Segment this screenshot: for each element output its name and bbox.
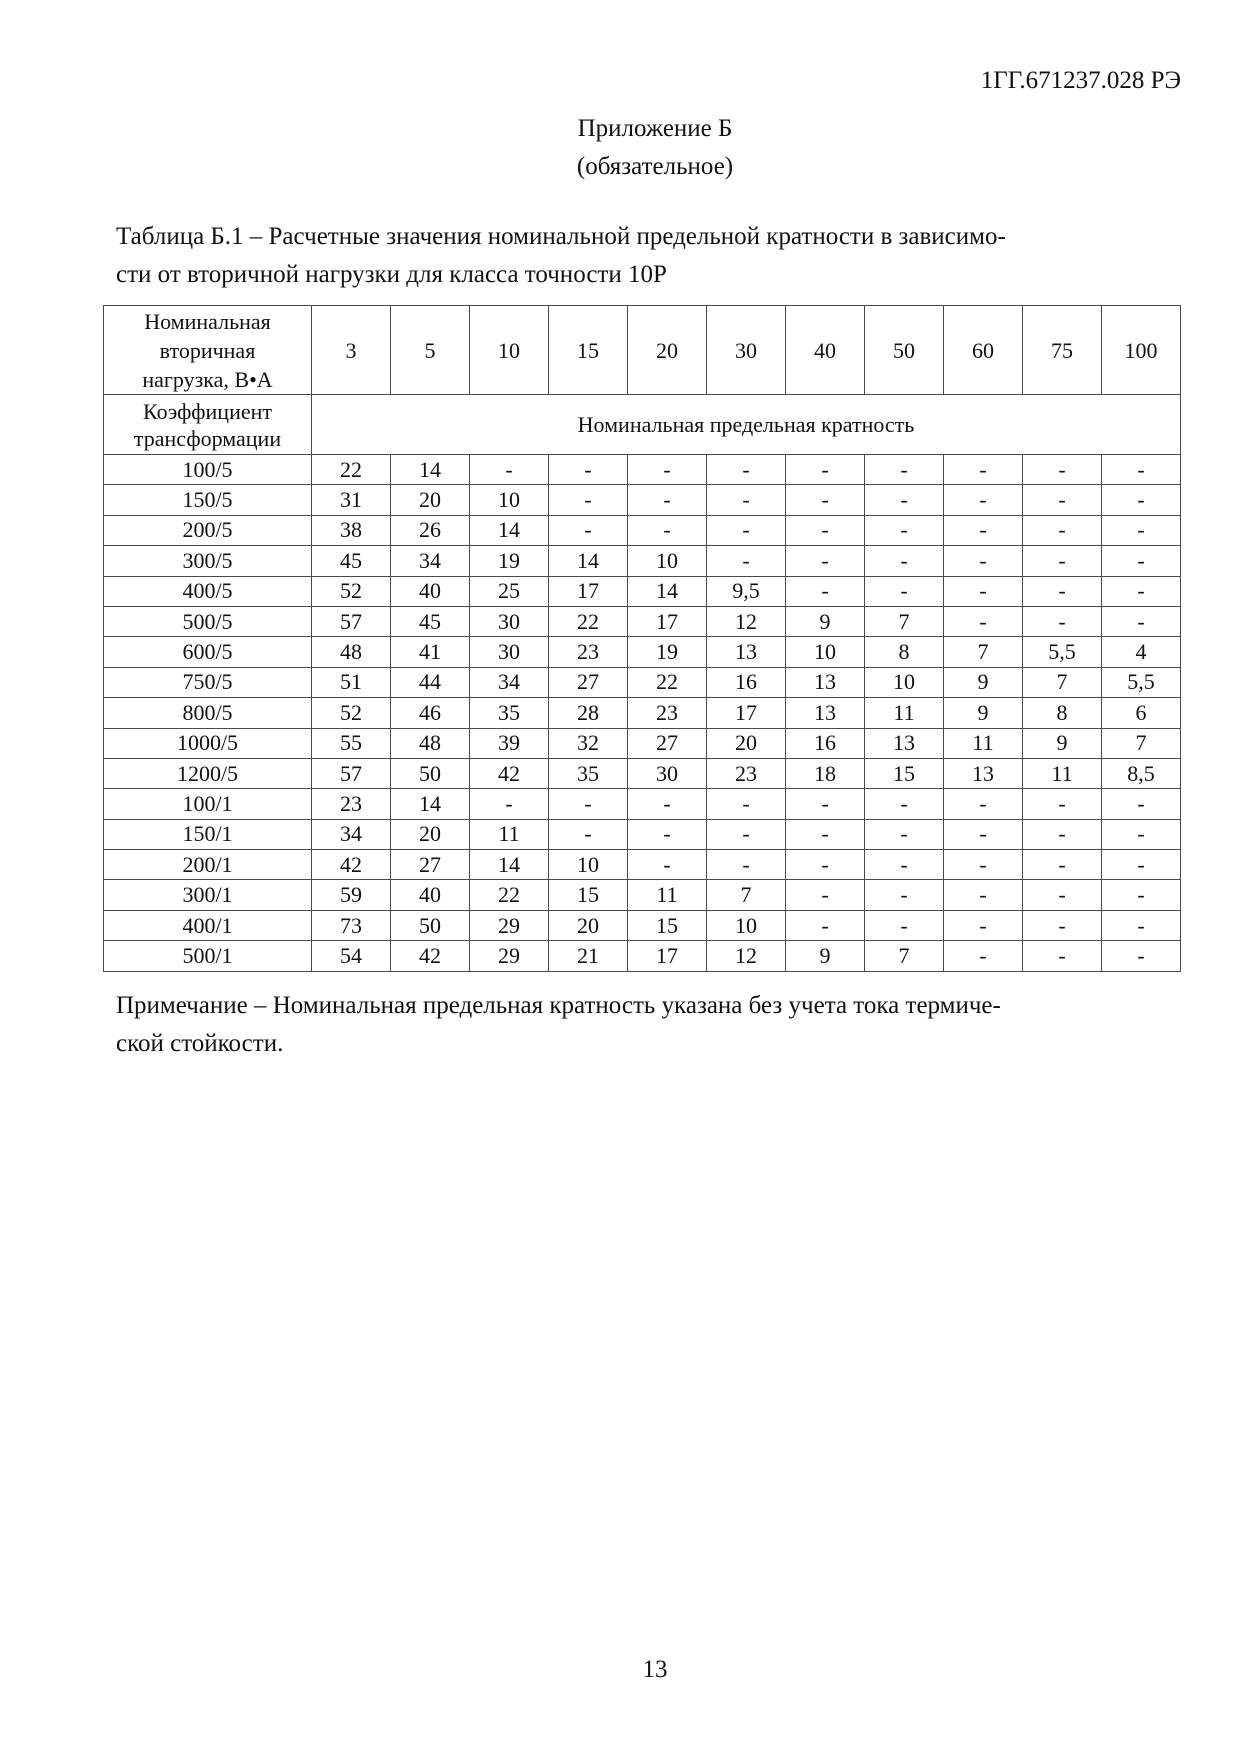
value-cell: 5,5 [1023, 637, 1102, 667]
value-cell: 9 [786, 606, 865, 636]
value-cell: - [549, 789, 628, 819]
value-cell: 14 [391, 455, 470, 485]
value-cell: 57 [312, 606, 391, 636]
value-cell: - [1023, 515, 1102, 545]
value-cell: 39 [470, 728, 549, 758]
value-cell: 17 [549, 576, 628, 606]
value-cell: 13 [786, 667, 865, 697]
value-cell: - [707, 850, 786, 880]
ratio-cell: 500/1 [104, 941, 312, 971]
column-header: 3 [312, 306, 391, 395]
ratio-header-line: Коэффициент [142, 398, 272, 424]
value-cell: 7 [1023, 667, 1102, 697]
value-cell: 13 [707, 637, 786, 667]
value-cell: - [549, 485, 628, 515]
value-cell: 14 [391, 789, 470, 819]
value-cell: 13 [944, 758, 1023, 788]
ratio-cell: 1200/5 [104, 758, 312, 788]
value-cell: 9,5 [707, 576, 786, 606]
value-cell: 5,5 [1102, 667, 1181, 697]
value-cell: 29 [470, 941, 549, 971]
value-cell: - [1023, 819, 1102, 849]
value-cell: - [1102, 576, 1181, 606]
value-cell: 22 [549, 606, 628, 636]
value-cell: - [786, 789, 865, 819]
value-cell: 23 [549, 637, 628, 667]
value-cell: 9 [786, 941, 865, 971]
value-cell: - [1102, 880, 1181, 910]
value-cell: 15 [549, 880, 628, 910]
value-cell: - [628, 819, 707, 849]
value-cell: - [786, 819, 865, 849]
value-cell: - [1102, 789, 1181, 819]
value-cell: 38 [312, 515, 391, 545]
value-cell: 42 [312, 850, 391, 880]
value-cell: 27 [391, 850, 470, 880]
value-cell: - [944, 515, 1023, 545]
value-cell: - [628, 455, 707, 485]
value-cell: 25 [470, 576, 549, 606]
table-note [116, 987, 1186, 1063]
value-cell: - [865, 789, 944, 819]
table-row [104, 789, 1181, 819]
value-cell: - [1023, 576, 1102, 606]
value-cell: 20 [707, 728, 786, 758]
value-cell: 59 [312, 880, 391, 910]
ratio-cell: 500/5 [104, 606, 312, 636]
value-cell: - [865, 910, 944, 940]
value-cell: - [786, 576, 865, 606]
value-cell: - [1023, 850, 1102, 880]
value-cell: 23 [707, 758, 786, 788]
table-row [104, 698, 1181, 728]
table-row [104, 910, 1181, 940]
value-cell: - [707, 546, 786, 576]
value-cell: - [1023, 941, 1102, 971]
value-cell: 54 [312, 941, 391, 971]
value-cell: - [786, 455, 865, 485]
table-row [104, 850, 1181, 880]
value-cell: 34 [391, 546, 470, 576]
value-cell: 18 [786, 758, 865, 788]
value-cell: - [944, 546, 1023, 576]
value-cell: 11 [628, 880, 707, 910]
value-cell: 46 [391, 698, 470, 728]
value-cell: 50 [391, 910, 470, 940]
value-cell: - [786, 515, 865, 545]
value-cell: 7 [707, 880, 786, 910]
value-cell: 35 [470, 698, 549, 728]
table-row [104, 455, 1181, 485]
table-row [104, 667, 1181, 697]
appendix-title: Приложение Б [577, 115, 733, 142]
ratio-cell: 400/1 [104, 910, 312, 940]
column-header: 75 [1023, 306, 1102, 395]
table-caption [116, 218, 1186, 294]
value-cell: - [707, 819, 786, 849]
value-cell: 50 [391, 758, 470, 788]
value-cell: 48 [391, 728, 470, 758]
value-cell: 12 [707, 606, 786, 636]
value-cell: 27 [549, 667, 628, 697]
value-cell: 10 [470, 485, 549, 515]
ratio-header-cell [104, 395, 312, 455]
table-row [104, 546, 1181, 576]
value-cell: - [1023, 880, 1102, 910]
value-cell: 14 [549, 546, 628, 576]
table-row [104, 941, 1181, 971]
table-row [104, 485, 1181, 515]
value-cell: 13 [786, 698, 865, 728]
ratio-cell: 750/5 [104, 667, 312, 697]
value-cell: 8 [1023, 698, 1102, 728]
value-cell: 12 [707, 941, 786, 971]
value-cell: 4 [1102, 637, 1181, 667]
value-cell: 17 [628, 606, 707, 636]
ratio-cell: 600/5 [104, 637, 312, 667]
value-cell: 8,5 [1102, 758, 1181, 788]
ratio-cell: 200/1 [104, 850, 312, 880]
value-cell: 23 [312, 789, 391, 819]
value-cell: - [865, 819, 944, 849]
value-cell: 42 [391, 941, 470, 971]
ratio-cell: 200/5 [104, 515, 312, 545]
value-cell: - [944, 576, 1023, 606]
value-cell: 17 [707, 698, 786, 728]
value-cell: - [944, 455, 1023, 485]
value-cell: 15 [628, 910, 707, 940]
value-cell: - [786, 485, 865, 515]
note-line-1: Примечание – Номинальная предельная кратность указана без учета тока термиче- [116, 992, 1001, 1019]
value-cell: - [944, 941, 1023, 971]
value-cell: 7 [865, 941, 944, 971]
value-cell: 57 [312, 758, 391, 788]
note-line-2: ской стойкости. [116, 1030, 284, 1057]
value-cell: 42 [470, 758, 549, 788]
value-cell: - [470, 789, 549, 819]
value-cell: 20 [549, 910, 628, 940]
table-row [104, 728, 1181, 758]
value-cell: - [1102, 819, 1181, 849]
value-cell: - [1023, 546, 1102, 576]
column-header: 50 [865, 306, 944, 395]
value-cell: 8 [865, 637, 944, 667]
value-cell: - [1023, 789, 1102, 819]
ratio-header-line: трансформации [133, 425, 282, 451]
value-cell: - [944, 789, 1023, 819]
value-cell: 11 [1023, 758, 1102, 788]
value-cell: - [1102, 515, 1181, 545]
value-cell: 15 [865, 758, 944, 788]
value-cell: 20 [391, 819, 470, 849]
value-cell: 29 [470, 910, 549, 940]
value-cell: - [628, 515, 707, 545]
value-cell: 45 [391, 606, 470, 636]
value-cell: 28 [549, 698, 628, 728]
value-cell: 9 [1023, 728, 1102, 758]
ratio-cell: 300/5 [104, 546, 312, 576]
value-cell: - [628, 850, 707, 880]
value-cell: - [1102, 485, 1181, 515]
value-cell: - [707, 485, 786, 515]
value-cell: 34 [470, 667, 549, 697]
value-cell: - [1102, 606, 1181, 636]
value-cell: 30 [628, 758, 707, 788]
value-cell: - [865, 455, 944, 485]
value-cell: 35 [549, 758, 628, 788]
value-cell: - [707, 789, 786, 819]
value-cell: - [944, 485, 1023, 515]
value-cell: 22 [470, 880, 549, 910]
column-header: 5 [391, 306, 470, 395]
value-cell: 22 [312, 455, 391, 485]
column-header: 20 [628, 306, 707, 395]
value-cell: - [865, 485, 944, 515]
value-cell: 40 [391, 880, 470, 910]
value-cell: 10 [549, 850, 628, 880]
appendix-subtitle: (обязательное) [576, 153, 734, 180]
value-cell: - [944, 880, 1023, 910]
value-cell: 16 [707, 667, 786, 697]
table-row [104, 880, 1181, 910]
value-cell: 34 [312, 819, 391, 849]
value-cell: 23 [628, 698, 707, 728]
value-cell: 19 [628, 637, 707, 667]
ratio-cell: 100/5 [104, 455, 312, 485]
column-header: 100 [1102, 306, 1181, 395]
column-header: 60 [944, 306, 1023, 395]
value-cell: - [707, 455, 786, 485]
value-cell: 7 [944, 637, 1023, 667]
value-cell: 7 [1102, 728, 1181, 758]
accuracy-limit-factor-table [103, 305, 1181, 972]
value-cell: - [944, 606, 1023, 636]
value-cell: 26 [391, 515, 470, 545]
document-code: 1ГГ.671237.028 РЭ [980, 67, 1181, 94]
value-cell: 30 [470, 637, 549, 667]
page-number: 13 [642, 1656, 668, 1683]
value-cell: - [944, 850, 1023, 880]
value-cell: 21 [549, 941, 628, 971]
value-cell: 40 [391, 576, 470, 606]
value-cell: 14 [470, 850, 549, 880]
load-header-line: вторичная [159, 337, 256, 363]
value-cell: 11 [944, 728, 1023, 758]
value-cell: 10 [786, 637, 865, 667]
value-cell: 73 [312, 910, 391, 940]
value-cell: 6 [1102, 698, 1181, 728]
value-cell: 31 [312, 485, 391, 515]
value-cell: - [1102, 850, 1181, 880]
ratio-cell: 800/5 [104, 698, 312, 728]
span-header-cell: Номинальная предельная кратность [312, 395, 1181, 455]
column-header: 10 [470, 306, 549, 395]
value-cell: 19 [470, 546, 549, 576]
value-cell: 14 [470, 515, 549, 545]
value-cell: 9 [944, 698, 1023, 728]
value-cell: 9 [944, 667, 1023, 697]
value-cell: 11 [865, 698, 944, 728]
value-cell: - [786, 910, 865, 940]
value-cell: - [865, 515, 944, 545]
value-cell: 52 [312, 698, 391, 728]
value-cell: 16 [786, 728, 865, 758]
value-cell: 51 [312, 667, 391, 697]
value-cell: 41 [391, 637, 470, 667]
value-cell: - [707, 515, 786, 545]
value-cell: 17 [628, 941, 707, 971]
value-cell: 10 [628, 546, 707, 576]
value-cell: 10 [865, 667, 944, 697]
ratio-cell: 1000/5 [104, 728, 312, 758]
value-cell: 7 [865, 606, 944, 636]
value-cell: - [470, 455, 549, 485]
value-cell: 13 [865, 728, 944, 758]
ratio-cell: 100/1 [104, 789, 312, 819]
table-body [104, 455, 1181, 972]
value-cell: 32 [549, 728, 628, 758]
ratio-cell: 150/1 [104, 819, 312, 849]
value-cell: - [1023, 455, 1102, 485]
value-cell: - [1102, 455, 1181, 485]
value-cell: - [1102, 910, 1181, 940]
value-cell: 55 [312, 728, 391, 758]
value-cell: 45 [312, 546, 391, 576]
table-row [104, 637, 1181, 667]
ratio-cell: 150/5 [104, 485, 312, 515]
value-cell: - [865, 576, 944, 606]
load-header-line: Номинальная [144, 308, 271, 334]
value-cell: 10 [707, 910, 786, 940]
value-cell: - [628, 485, 707, 515]
column-header: 30 [707, 306, 786, 395]
value-cell: - [786, 850, 865, 880]
value-cell: - [549, 515, 628, 545]
value-cell: 44 [391, 667, 470, 697]
load-header-row [104, 306, 1181, 395]
value-cell: 11 [470, 819, 549, 849]
value-cell: - [865, 546, 944, 576]
load-header-line: нагрузка, В•А [142, 366, 273, 392]
table-row [104, 819, 1181, 849]
value-cell: 20 [391, 485, 470, 515]
value-cell: - [1023, 910, 1102, 940]
table-row [104, 758, 1181, 788]
column-header: 15 [549, 306, 628, 395]
value-cell: - [1023, 606, 1102, 636]
ratio-header-row [104, 395, 1181, 455]
value-cell: - [865, 880, 944, 910]
value-cell: 48 [312, 637, 391, 667]
ratio-cell: 400/5 [104, 576, 312, 606]
table-row [104, 606, 1181, 636]
load-header-cell [104, 306, 312, 395]
value-cell: 14 [628, 576, 707, 606]
value-cell: - [786, 880, 865, 910]
value-cell: 27 [628, 728, 707, 758]
column-header: 40 [786, 306, 865, 395]
value-cell: - [1023, 485, 1102, 515]
caption-line-2: сти от вторичной нагрузки для класса точности 10Р [116, 261, 667, 288]
ratio-cell: 300/1 [104, 880, 312, 910]
table-row [104, 515, 1181, 545]
value-cell: - [549, 455, 628, 485]
value-cell: 22 [628, 667, 707, 697]
value-cell: - [628, 789, 707, 819]
value-cell: 30 [470, 606, 549, 636]
value-cell: - [1102, 546, 1181, 576]
value-cell: 52 [312, 576, 391, 606]
value-cell: - [865, 850, 944, 880]
table-row [104, 576, 1181, 606]
value-cell: - [944, 819, 1023, 849]
caption-line-1: Таблица Б.1 – Расчетные значения номинальной предельной кратности в зависимо- [116, 223, 1006, 250]
value-cell: - [1102, 941, 1181, 971]
value-cell: - [549, 819, 628, 849]
value-cell: - [786, 546, 865, 576]
value-cell: - [944, 910, 1023, 940]
